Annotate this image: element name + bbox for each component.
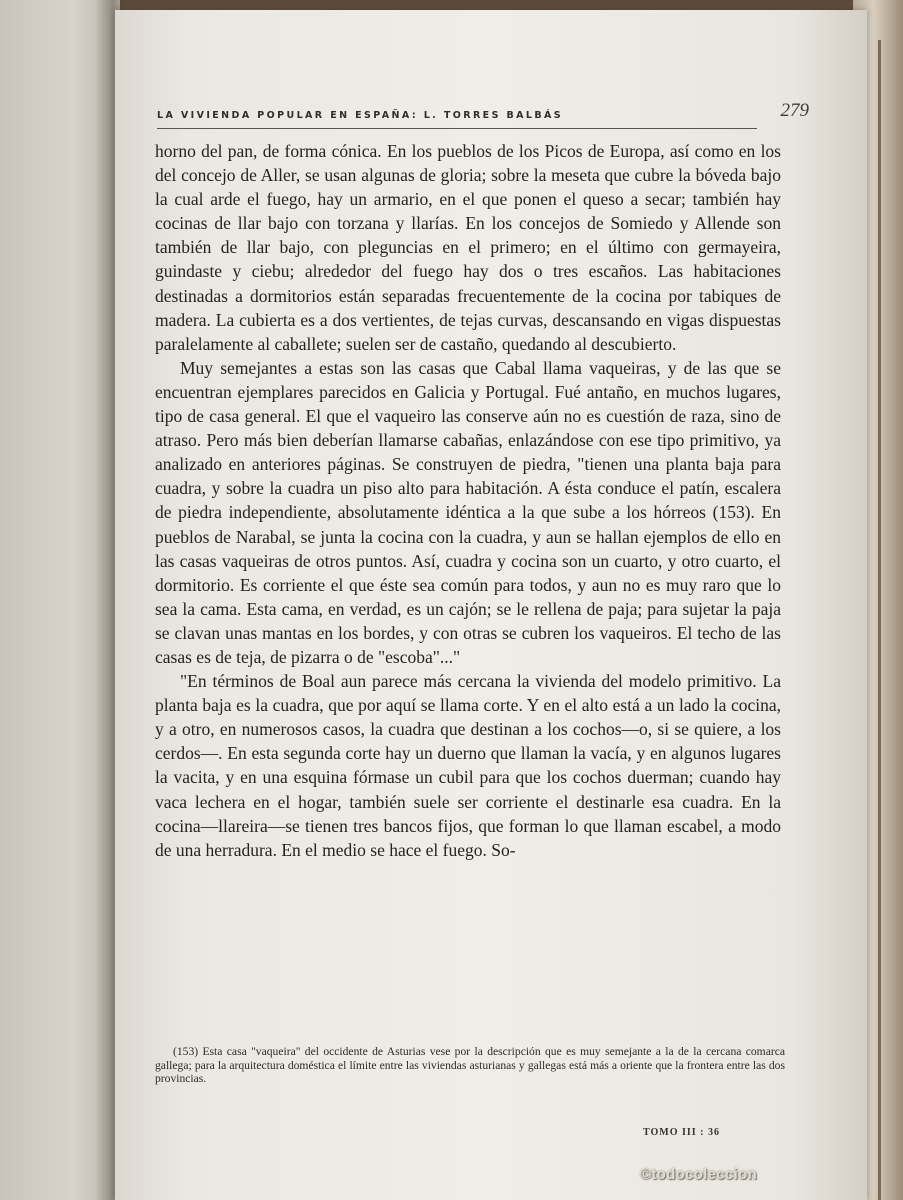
right-cover-edge: [878, 40, 881, 1200]
footnote: [155, 1045, 785, 1086]
watermark: ©todocoleccion: [640, 1166, 757, 1183]
body-text: [155, 139, 781, 862]
paragraph-2: Muy semejantes a estas son las casas que Cabal llama vaqueiras, y de las que se encuentran ejemplares parecidos en Galicia y Portugal. Fué antaño, en muchos lugares, tipo de casa general. El que el vaqueiro las conserve aún no es cuestión de raza, sino de atraso. Pero más bien deberían llamarse cabañas, enlazándose con ese tipo primitivo, ya analizado en anteriores páginas. Se construyen de piedra, "tienen una planta baja para cuadra, y sobre la cuadra un piso alto para habitación. A ésta conduce el patín, escalera de piedra independiente, absolutamente idéntica a la que sube a los hórreos (153). En pueblos de Narabal, se junta la cocina con la cuadra, y aun se hallan ejemplos de ello en las casas vaqueiras de otros puntos. Así, cuadra y cocina son un cuarto, y otro cuarto, el dormitorio. Es corriente el que éste sea común para todos, y aun no es muy raro que lo sea la cama. Esta cama, en verdad, es un cajón; se le rellena de paja; para sujetar la paja se clavan unas mantas en los bordes, y con otras se cubren los vaqueiros. El techo de las casas es de teja, de pizarra o de "escoba"...": [155, 357, 781, 667]
page-header: [157, 98, 809, 129]
book-page: [115, 10, 867, 1200]
paragraph-1: horno del pan, de forma cónica. En los pueblos de los Picos de Europa, así como en los del concejo de Aller, se usan algunas de gloria; sobre la meseta que cubre la bóveda bajo la cual arde el fuego, hay un armario, en el que ponen el queso a secar; también hay cocinas de llar bajo con torzana y llarías. En los concejos de Somiedo y Allende son también de llar bajo, con pleguncias en el primero; en el último con germayeira, guindaste y ciebu; alrededor del fuego hay dos o tres escaños. Las habitaciones destinadas a dormitorios están separadas frecuentemente de la cocina por tabiques de madera. La cubierta es a dos vertientes, de tejas curvas, descansando en vigas dispuestas paralelamente al caballete; suelen ser de castaño, quedando al descubierto.: [155, 141, 781, 354]
paragraph-3: "En términos de Boal aun parece más cercana la vivienda del modelo primitivo. La planta baja es la cuadra, que por aquí se llama corte. Y en el alto está a un lado la cocina, y a otro, en numerosos casos, la cuadra que destinan a los cochos—o, si se quiere, a los cerdos—. En esta segunda corte hay un duerno que llaman la vacía, y en algunos lugares la vacita, y en una esquina fórmase un cubil para que los cochos duerman; cuando hay vaca lechera en el hogar, también suele ser corriente el destinarle esa cuadra. En la cocina—llareira—se tienen tres bancos fijos, que forman lo que llaman escabel, a modo de una herradura. En el medio se hace el fuego. So-: [155, 671, 781, 860]
printer-signature: TOMO III : 36: [643, 1127, 720, 1138]
page-number: 279: [780, 100, 809, 121]
footnote-text: (153) Esta casa "vaqueira" del occidente de Asturias vese por la descripción que es muy semejante a la de la cercana comarca gallega; para la arquitectura doméstica el límite entre las viviendas asturianas y gallegas está más a oriente que la frontera entre las dos provincias.: [155, 1045, 785, 1086]
running-title: LA VIVIENDA POPULAR EN ESPAÑA: L. TORRES BALBÁS: [157, 110, 564, 121]
